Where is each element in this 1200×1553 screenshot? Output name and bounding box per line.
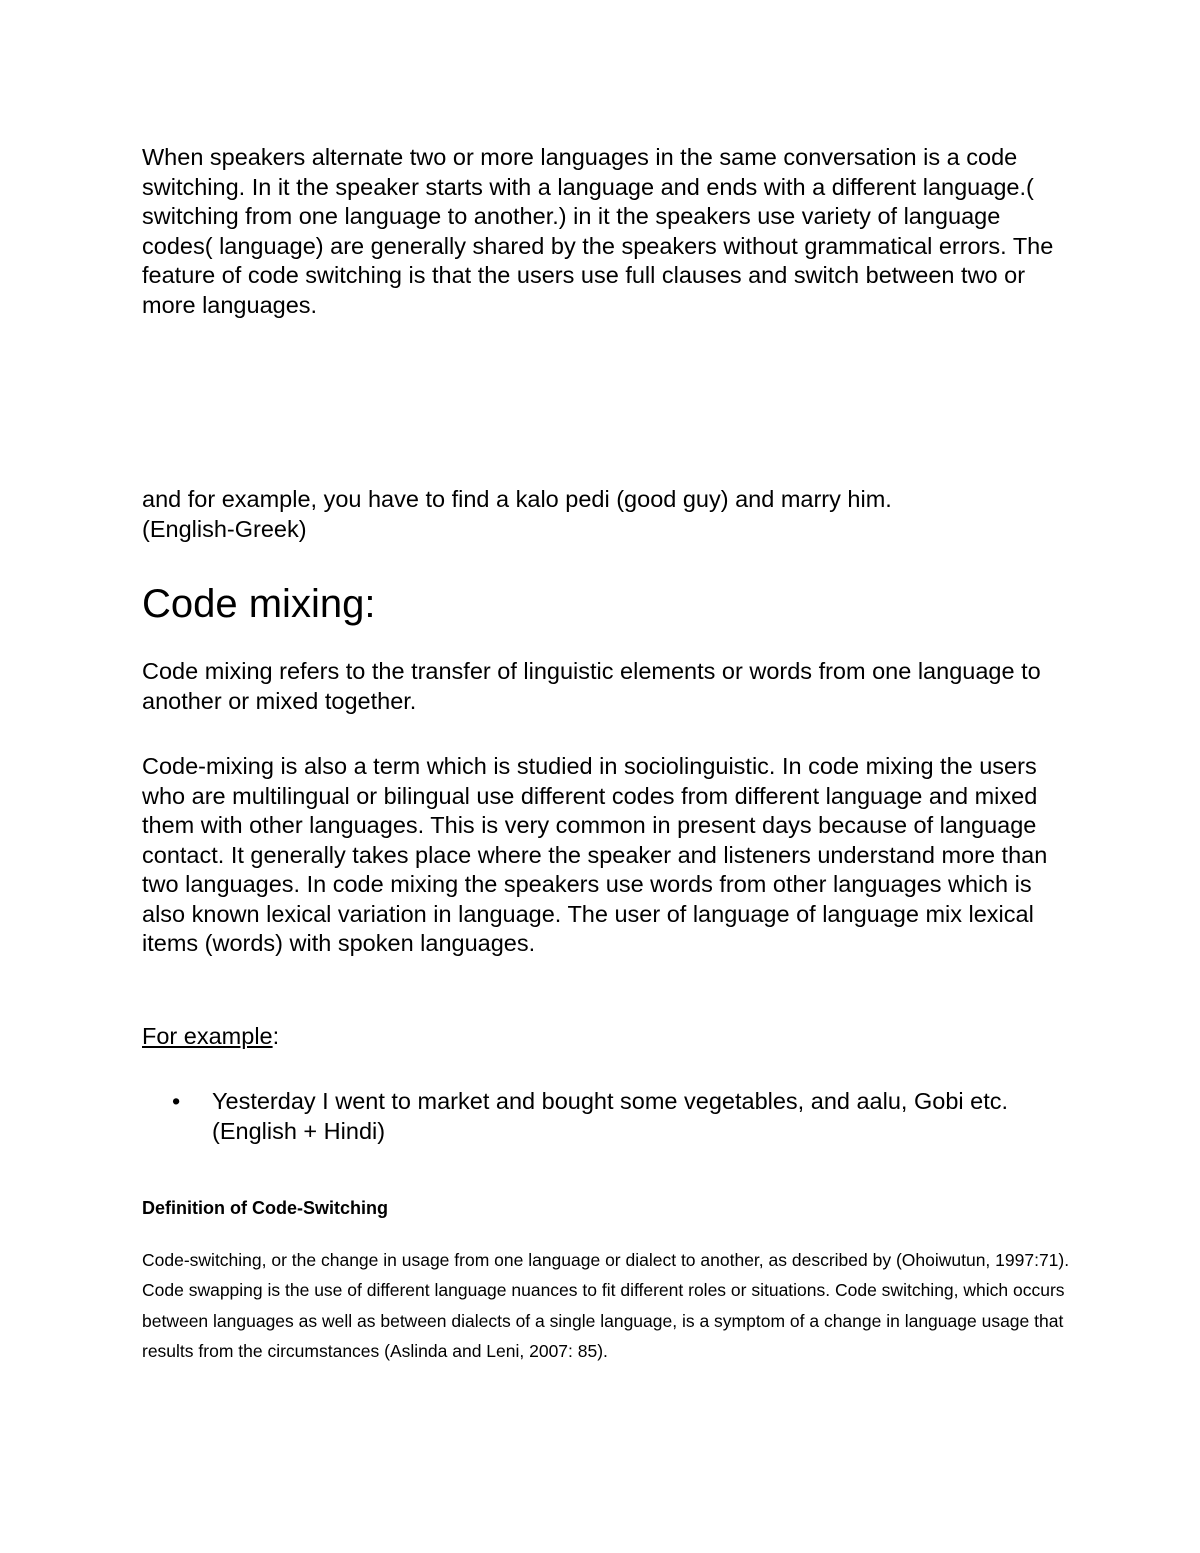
paragraph-code-switching-intro: When speakers alternate two or more languages in the same conversation is a code switching. In it the speaker starts with a language and ends with a different language.( switching from one language to another.) in it the speakers use variety of language codes( language) are generally shared by the speakers without grammatical errors. The feature of code switching is that the users use full clauses and switch between two or more languages. [142, 144, 1054, 318]
list-item [142, 1087, 1042, 1146]
list-item-text: Yesterday I went to market and bought some vegetables, and aalu, Gobi etc. (English + Hindi) [212, 1088, 1009, 1144]
heading-definition-code-switching: Definition of Code-Switching [142, 1198, 388, 1218]
bullet-icon: • [172, 1088, 181, 1114]
for-example-label [142, 1022, 1072, 1052]
paragraph-greek-example [142, 485, 1072, 544]
paragraph-code-mixing-definition: Code mixing refers to the transfer of linguistic elements or words from one language to another or mixed together. [142, 658, 1041, 714]
example-bullet-list [142, 1087, 1072, 1146]
example-language-pair: (English-Greek) [142, 515, 307, 542]
for-example-text: For example [142, 1023, 273, 1049]
heading-code-mixing: Code mixing: [142, 582, 376, 626]
example-sentence: and for example, you have to find a kalo pedi (good guy) and marry him. [142, 486, 892, 512]
paragraph-code-switching-definition: Code-switching, or the change in usage from one language or dialect to another, as described by (Ohoiwutun, 1997:71). Code swapping is the use of different language nuances to fit different roles or situations. Code switching, which occurs between languages as well as between dialects of a single language, is a symptom of a change in language usage that results from the circumstances (Aslinda and Leni, 2007: 85). [142, 1250, 1070, 1361]
for-example-colon: : [272, 1023, 280, 1049]
paragraph-code-mixing-details: Code-mixing is also a term which is studied in sociolinguistic. In code mixing the users who are multilingual or bilingual use different codes from different language and mixed them with other languages. This is very common in present days because of language contact. It generally takes place where the speaker and listeners understand more than two languages. In code mixing the speakers use words from other languages which is also known lexical variation in language. The user of language of language mix lexical items (words) with spoken languages. [142, 753, 1048, 956]
